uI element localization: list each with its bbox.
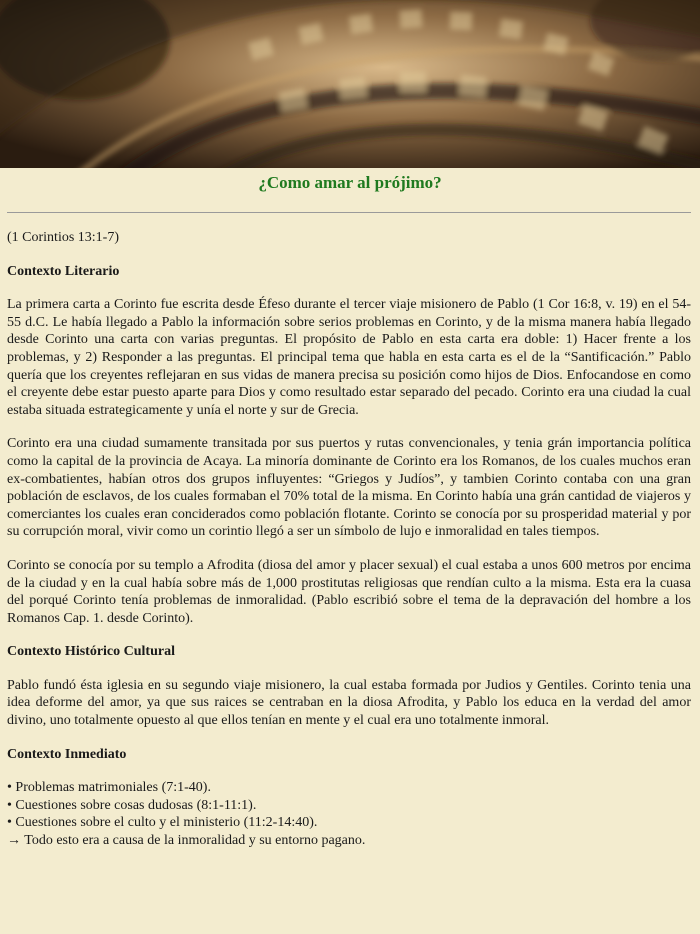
list-item: • Problemas matrimoniales (7:1-40). <box>7 780 211 796</box>
list-item: • Cuestiones sobre el culto y el ministerio (11:2-14:40). <box>7 815 318 831</box>
article-body <box>7 229 691 850</box>
section-heading-historical: Contexto Histórico Cultural <box>7 644 175 660</box>
scripture-reference: (1 Corintios 13:1-7) <box>7 230 119 245</box>
paragraph: Corinto se conocía por su templo a Afrodita (diosa del amor y placer sexual) el cual estaba a unos 600 metros por encima de la ciudad y en la cual había sobre más de 1,000 prostitutas religiosas que rendían culto a la misma. Esta era la cuasa del porqué Corinto tenía problemas de inmoralidad. (Pablo escribió sobre el tema de la depravación del hombre a los Romanos Cap. 1. desde Corinto). <box>7 557 691 626</box>
paragraph: La primera carta a Corinto fue escrita desde Éfeso durante el tercer viaje misionero de Pablo (1 Cor 16:8, v. 19) en el 54-55 d.C. Le había llegado a Pablo la información sobre serios problemas en Corinto, y de la misma manera había llegado desde Corinto una carta con varias preguntas. El propósito de Pablo en esta carta era doble: 1) Hacer frente a los problemas, y 2) Responder a las preguntas. El principal tema que habla en esta carta es el de la “Santificación.” Pablo quería que los creyentes reflejaran en sus vidas de manera precisa su posición como hijos de Dios. Enfocandose en como el creyente debe estar puesto aparte para Dios y como resultado estar separado del pecado. Corinto era una ciudad la cual estaba situada estrategicamente y unía el norte y sur de Grecia. <box>7 297 691 418</box>
church-dome-photo <box>0 0 700 168</box>
divider <box>7 212 691 213</box>
page-title: ¿Como amar al prójimo? <box>258 173 442 192</box>
paragraph: Corinto era una ciudad sumamente transitada por sus puertos y rutas convencionales, y tenia grán importancia política como la capital de la provincia de Acaya. La minoría dominante de Corinto era los Romanos, de los cuales muchos eran ex-combatientes, habían otros dos grupos influyentes: “Griegos y Judíos”, y tambien Corinto contaba con una gran población de esclavos, de los cuales formaban el 70% total de la misma. En Corinto había una grán cantidad de viajeros y comerciantes los cuales eran conciderados como población flotante. Corinto se conocía por su prosperidad material y por su corrupción moral, vivir como un corintio llegó a ser un símbolo de lujo e inmoralidad en tales tiempos. <box>7 436 691 540</box>
context-list <box>7 779 691 849</box>
list-item: → Todo esto era a causa de la inmoralidad y su entorno pagano. <box>7 833 366 849</box>
paragraph: Pablo fundó ésta iglesia en su segundo viaje misionero, la cual estaba formada por Judios y Gentiles. Corinto tenia una idea deforme del amor, ya que sus raices se centraban en la diosa Afrodita, y Pablo los educa en la verdad del amor divino, uno totalmente opuesto al que ellos tenían en mente y el cual era uno totalmente inmoral. <box>7 677 691 729</box>
section-heading-literary: Contexto Literario <box>7 263 120 279</box>
header-photo-banner <box>0 0 700 168</box>
list-item: • Cuestiones sobre cosas dudosas (8:1-11:1). <box>7 797 257 813</box>
section-heading-immediate: Contexto Inmediato <box>7 746 127 762</box>
